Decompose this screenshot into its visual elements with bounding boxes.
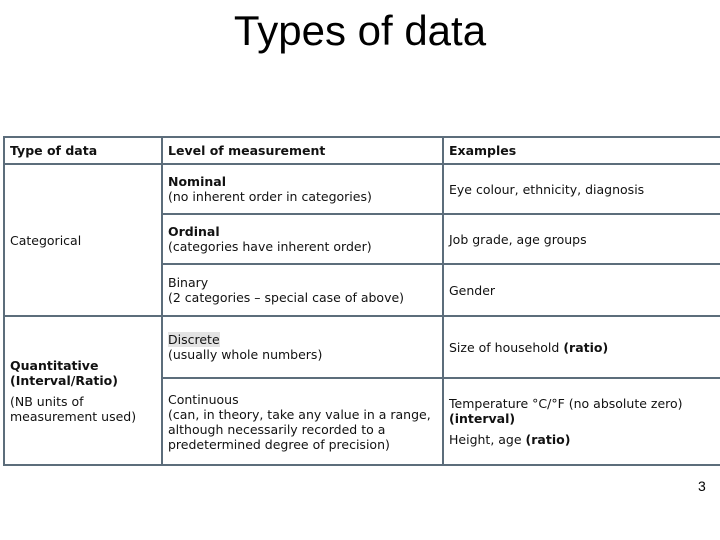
- level-name: Nominal: [168, 174, 226, 189]
- header-level-of-measurement: Level of measurement: [162, 137, 443, 164]
- table-row: [4, 164, 720, 214]
- level-cell-continuous: [162, 378, 443, 465]
- table-header-row: [4, 137, 720, 164]
- level-note: (categories have inherent order): [168, 239, 372, 254]
- example-cell: Job grade, age groups: [443, 214, 720, 264]
- example-scale: (ratio): [563, 339, 609, 355]
- level-name: Ordinal: [168, 224, 220, 239]
- table-row: [4, 316, 720, 378]
- example-cell: Gender: [443, 264, 720, 316]
- example-cell: [443, 378, 720, 465]
- slide-title: Types of data: [233, 7, 487, 54]
- example-cell: [443, 316, 720, 378]
- level-note: (2 categories – special case of above): [168, 290, 405, 305]
- level-cell-discrete: [162, 316, 443, 378]
- header-examples: Examples: [443, 137, 720, 164]
- example-text: Size of household: [449, 339, 560, 355]
- level-note: (no inherent order in categories): [168, 189, 372, 204]
- level-cell-nominal: [162, 164, 443, 214]
- page-number: 3: [698, 478, 706, 494]
- type-quantitative: Quantitative (Interval/Ratio): [10, 357, 118, 388]
- example-cell: Eye colour, ethnicity, diagnosis: [443, 164, 720, 214]
- example-text: Height, age: [449, 432, 522, 447]
- example-scale: (ratio): [525, 432, 571, 447]
- level-note: (usually whole numbers): [168, 347, 323, 362]
- level-cell-binary: [162, 264, 443, 316]
- type-categorical: Categorical: [4, 164, 162, 316]
- level-cell-ordinal: [162, 214, 443, 264]
- level-name: Binary: [168, 275, 209, 290]
- data-types-table: [3, 136, 720, 466]
- level-name: Discrete: [168, 332, 220, 347]
- level-note: (can, in theory, take any value in a range, although necessarily recorded to a predetermined degree of precision): [168, 406, 431, 452]
- header-type-of-data: Type of data: [4, 137, 162, 164]
- type-quantitative-note: (NB units of measurement used): [10, 393, 137, 424]
- type-quantitative-cell: [4, 316, 162, 465]
- example-scale: (interval): [449, 411, 516, 426]
- example-text: Temperature °C/°F (no absolute zero): [449, 396, 683, 411]
- level-name: Continuous: [168, 391, 239, 407]
